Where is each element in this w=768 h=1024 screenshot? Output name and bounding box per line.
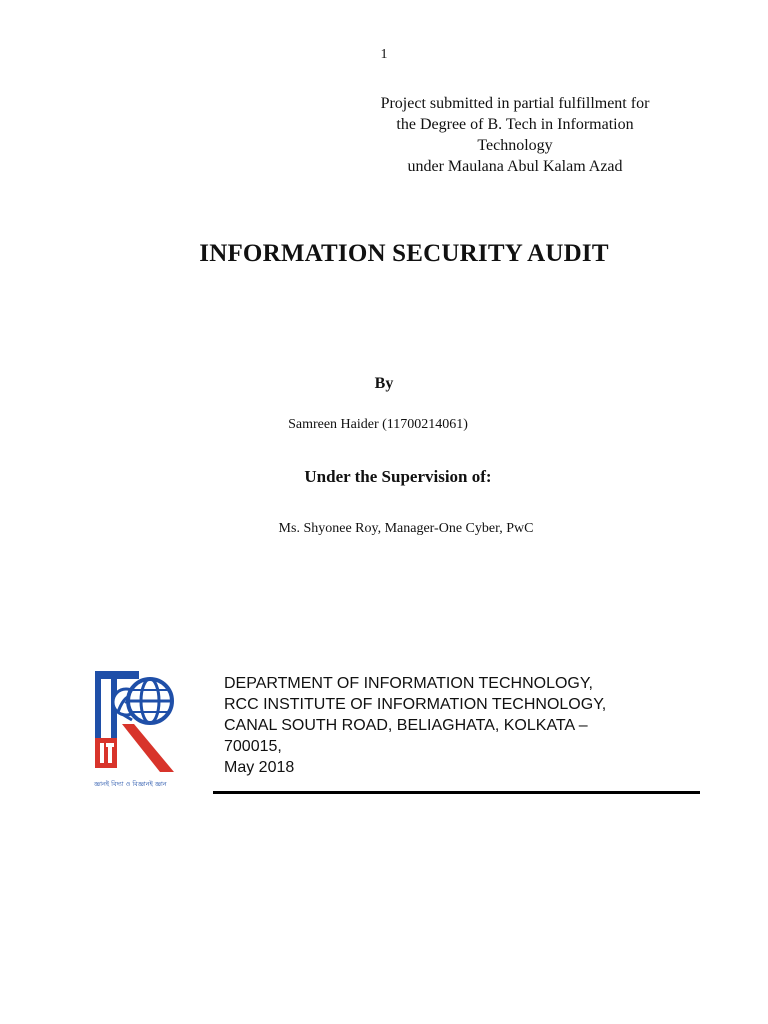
submission-line: under Maulana Abul Kalam Azad [407, 158, 623, 175]
address-line: 700015, [224, 738, 282, 755]
address-line: CANAL SOUTH ROAD, BELIAGHATA, KOLKATA – [224, 717, 588, 734]
logo-tagline: জ্ঞানই বিদ্যা ও বিজ্ঞানই জ্ঞান [94, 780, 167, 788]
submission-line: Technology [477, 137, 553, 154]
horizontal-rule [213, 791, 700, 794]
address-line: RCC INSTITUTE OF INFORMATION TECHNOLOGY, [224, 696, 607, 713]
by-label: By [374, 375, 394, 392]
submission-date: May 2018 [224, 759, 295, 776]
department-address [224, 673, 694, 778]
page-number: 1 [380, 47, 388, 62]
submission-line: Project submitted in partial fulfillment for [380, 95, 650, 112]
student-name: Samreen Haider (11700214061) [288, 417, 468, 432]
address-line: DEPARTMENT OF INFORMATION TECHNOLOGY, [224, 675, 593, 692]
supervision-heading: Under the Supervision of: [304, 467, 492, 486]
submission-line: the Degree of B. Tech in Information [396, 116, 634, 133]
supervisor-name: Ms. Shyonee Roy, Manager-One Cyber, PwC [278, 521, 534, 536]
document-title: INFORMATION SECURITY AUDIT [199, 240, 609, 267]
submission-statement [340, 93, 690, 177]
institute-logo-icon [92, 668, 176, 792]
